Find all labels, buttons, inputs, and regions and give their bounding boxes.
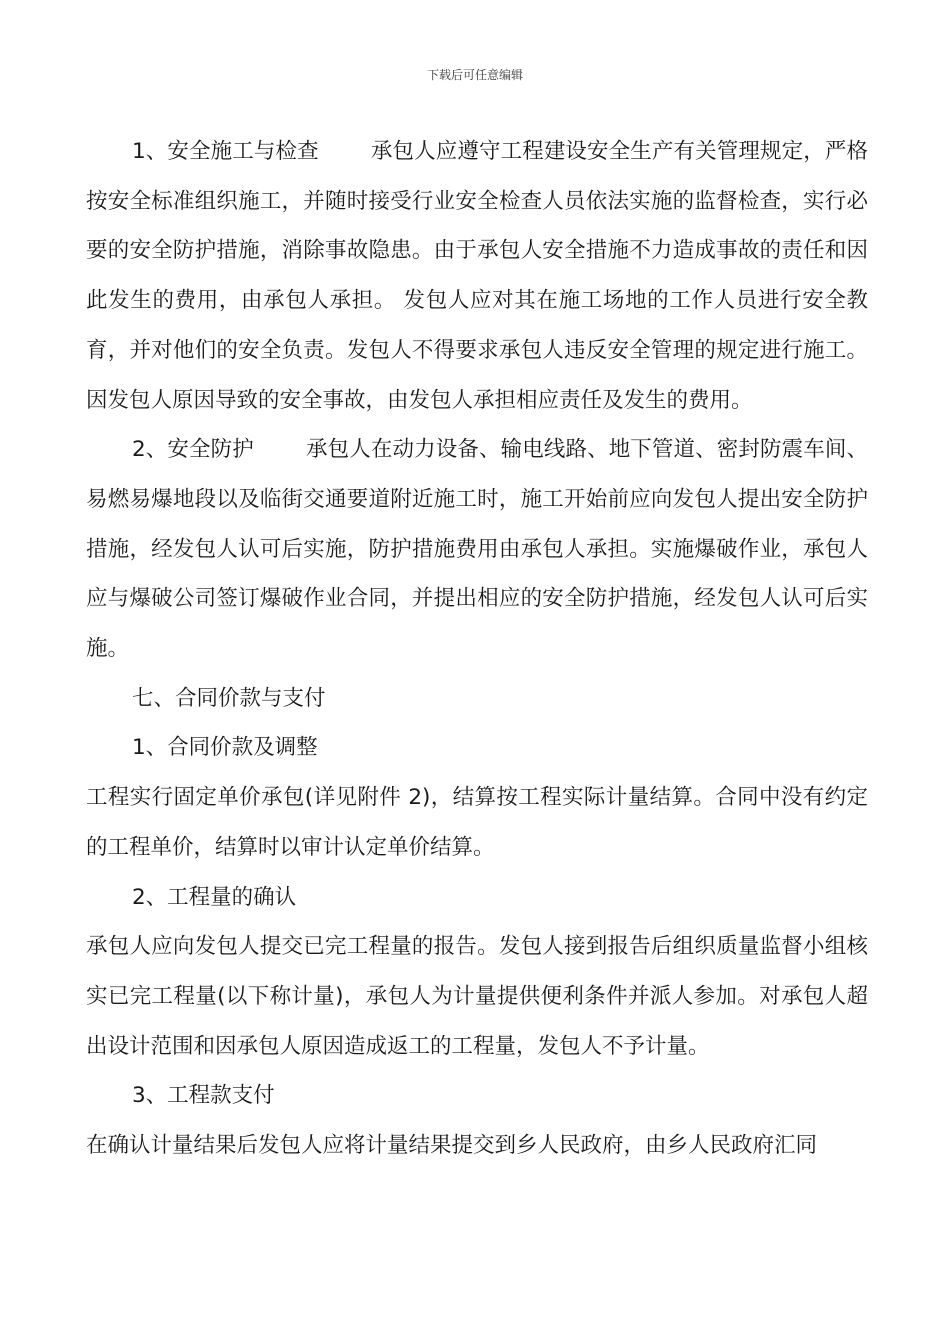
paragraph-safety-protection xyxy=(86,425,868,674)
subsection-text: 承包人应向发包人提交已完工程量的报告。发包人接到报告后组织质量监督小组核实已完工程量(以下称计量)，承包人为计量提供便利条件并派人参加。对承包人超出设计范围和因承包人原因造成返工的工程量，发包人不予计量。 xyxy=(86,934,868,1059)
subsection-text: 在确认计量结果后发包人应将计量结果提交到乡人民政府，由乡人民政府汇同 xyxy=(86,1133,818,1159)
section-text: 承包人应遵守工程建设安全生产有关管理规定，严格按安全标准组织施工，并随时接受行业安全检查人员依法实施的监督检查，实行必要的安全防护措施，消除事故隐患。由于承包人安全措施不力造成事故的责任和因此发生的费用，由承包人承担。 发包人应对其在施工场地的工作人员进行安全教育，并对他们的安全负责。发包人不得要求承包人违反安全管理的规定进行施工。因发包人原因导致的安全事故，由发包人承担相应责任及发生的费用。 xyxy=(86,139,868,413)
subsection-heading: 2、工程量的确认 xyxy=(132,884,297,910)
paragraph-safety-inspection xyxy=(86,127,868,425)
subsection-heading: 1、合同价款及调整 xyxy=(132,735,318,761)
chapter-heading: 七、合同价款与支付 xyxy=(132,685,326,711)
document-body xyxy=(86,127,868,1171)
section-text: 承包人在动力设备、输电线路、地下管道、密封防震车间、易燃易爆地段以及临街交通要道附近施工时，施工开始前应向发包人提出安全防护措施，经发包人认可后实施，防护措施费用由承包人承担。实施爆破作业，承包人应与爆破公司签订爆破作业合同，并提出相应的安全防护措施，经发包人认可后实施。 xyxy=(86,437,868,662)
header-note: 下载后可任意编辑 xyxy=(426,68,523,82)
subsection-heading: 3、工程款支付 xyxy=(132,1083,275,1109)
section-heading: 1、安全施工与检查 xyxy=(132,139,319,164)
subsection-text: 工程实行固定单价承包(详见附件 2)，结算按工程实际计量结算。合同中没有约定的工程单价，结算时以审计认定单价结算。 xyxy=(86,785,868,860)
section-heading: 2、安全防护 xyxy=(132,437,254,463)
